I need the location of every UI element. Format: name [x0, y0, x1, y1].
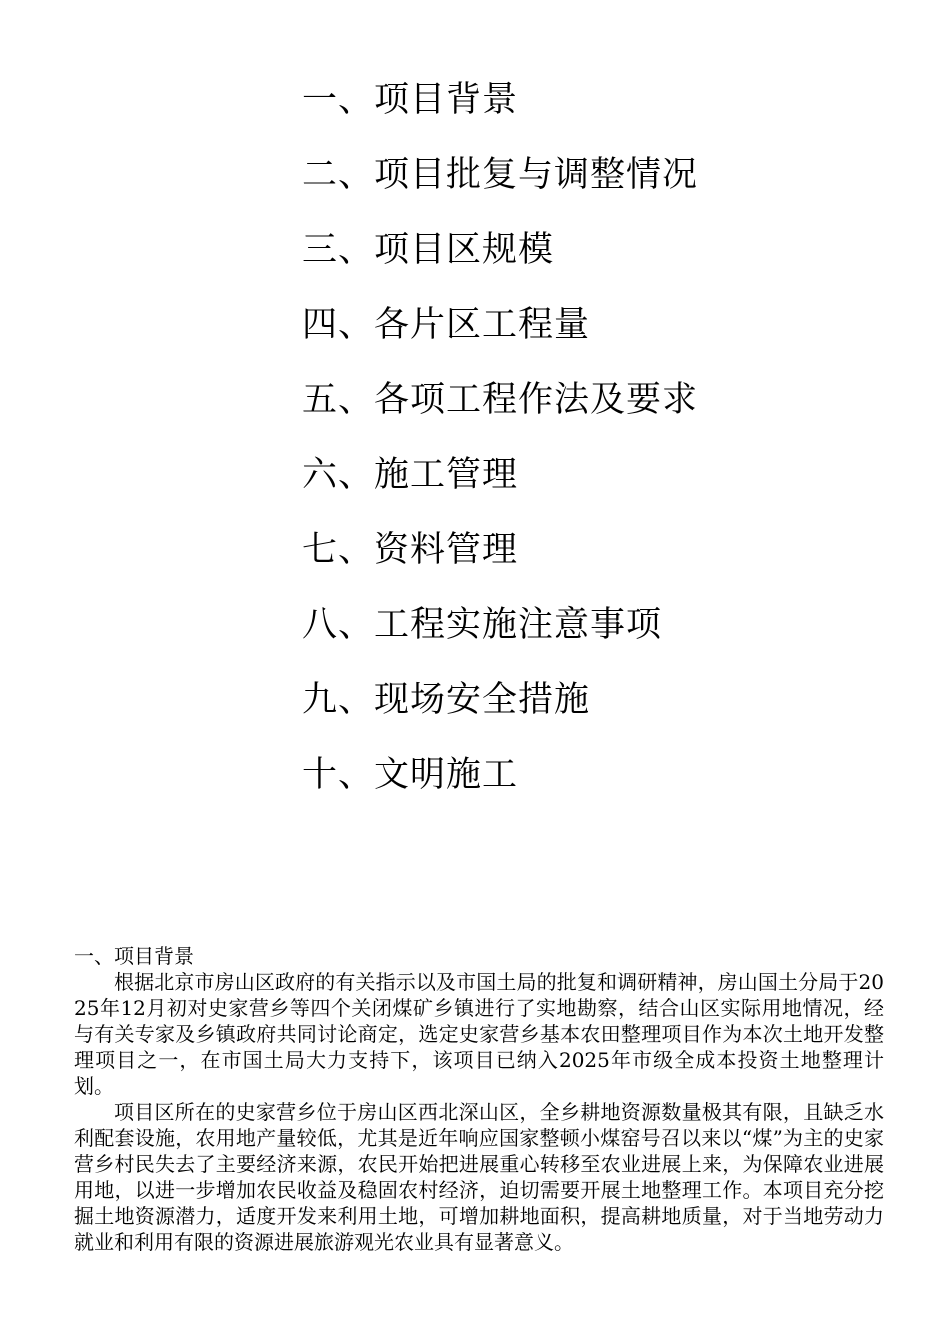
toc-item-2: 二、项目批复与调整情况	[302, 155, 699, 195]
toc-item-9: 九、现场安全措施	[302, 680, 591, 720]
toc-item-6: 六、施工管理	[302, 455, 519, 495]
section-heading: 一、项目背景	[74, 944, 194, 968]
toc-item-3: 三、项目区规模	[302, 230, 555, 270]
toc-item-5: 五、各项工程作法及要求	[302, 380, 699, 420]
toc-item-1: 一、项目背景	[302, 80, 519, 120]
table-of-contents	[302, 72, 902, 822]
toc-item-4: 四、各片区工程量	[302, 305, 591, 345]
toc-item-10: 十、文明施工	[302, 755, 519, 795]
toc-item-8: 八、工程实施注意事项	[302, 605, 663, 645]
toc-item-7: 七、资料管理	[302, 530, 519, 570]
paragraph-1: 根据北京市房山区政府的有关指示以及市国土局的批复和调研精神，房山国土分局于2025年12月初对史家营乡等四个关闭煤矿乡镇进行了实地勘察，结合山区实际用地情况，经与有关专家及乡镇政府共同讨论商定，选定史家营乡基本农田整理项目作为本次土地开发整理项目之一，在市国土局大力支持下，该项目已纳入2025年市级全成本投资土地整理计划。	[74, 970, 884, 1098]
project-background-section	[74, 943, 884, 1255]
paragraph-2: 项目区所在的史家营乡位于房山区西北深山区，全乡耕地资源数量极其有限，且缺乏水利配套设施，农用地产量较低，尤其是近年响应国家整顿小煤窑号召以来以“煤”为主的史家营乡村民失去了主要经济来源，农民开始把进展重心转移至农业进展上来，为保障农业进展用地，以进一步增加农民收益及稳固农村经济，迫切需要开展土地整理工作。本项目充分挖掘土地资源潜力，适度开发来利用土地，可增加耕地面积，提高耕地质量，对于当地劳动力就业和利用有限的资源进展旅游观光农业具有显著意义。	[74, 1100, 884, 1254]
